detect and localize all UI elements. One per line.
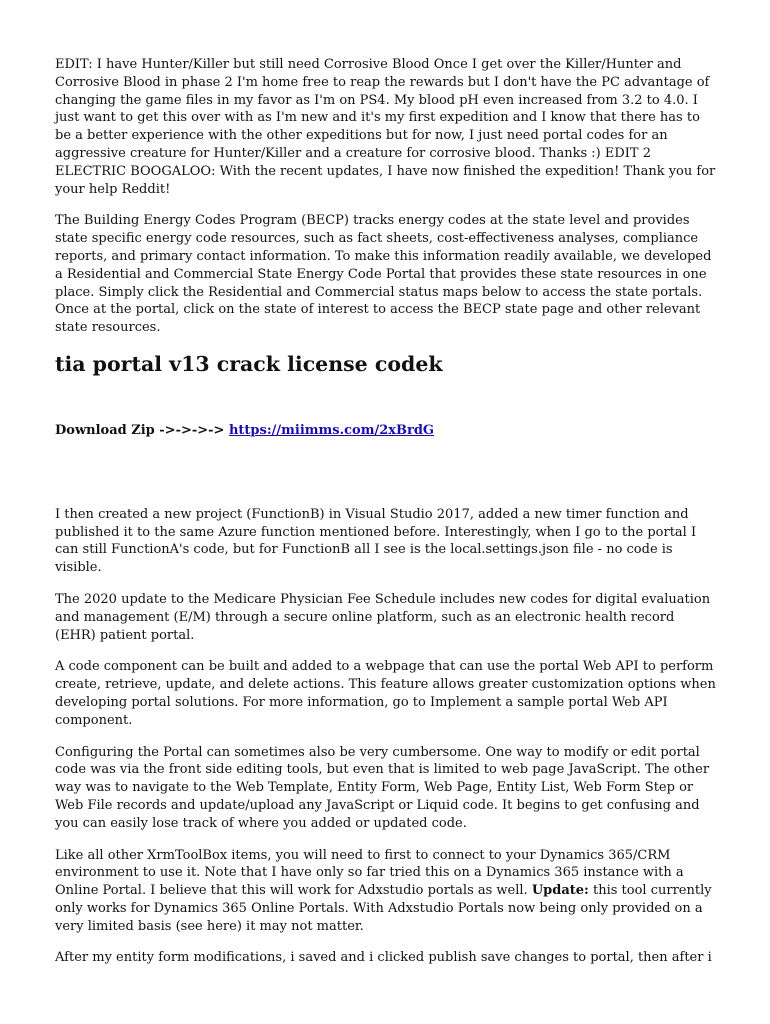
document-page [55,56,717,967]
paragraph-function-b: I then created a new project (FunctionB) in Visual Studio 2017, added a new timer function and published it to the same Azure function mentioned before. Interestingly, when I go to the portal I can still FunctionA's code, but for FunctionB all I see is the local.settings.json file - no code is visible. [55,506,697,576]
paragraph-medicare: The 2020 update to the Medicare Physician Fee Schedule includes new codes for digital evaluation and management (E/M) through a secure online platform, such as an electronic health record (EHR) patient portal. [55,591,711,643]
xrm-text-after: this tool currently only works for Dynamics 365 Online Portals. With Adxstudio Portals now being only provided on a very limited basis (see here) it may not matter. [55,883,712,934]
update-label: Update: [531,883,589,899]
paragraph-edit-note: EDIT: I have Hunter/Killer but still need Corrosive Blood Once I get over the Killer/Hunter and Corrosive Blood in phase 2 I'm home free to reap the rewards but I don't have the PC advantage of changing the game files in my favor as I'm on PS4. My blood pH even increased from 3.2 to 4.0. I just want to get this over with as I'm new and it's my first expedition and I know that there has to be a better experience with the other expeditions but for now, I just need portal codes for an aggressive creature for Hunter/Killer and a creature for corrosive blood. Thanks :) EDIT 2 ELECTRIC BOOGALOO: With the recent updates, I have now finished the expedition! Thank you for your help Reddit! [55,57,716,197]
download-label: Download Zip ->->->-> [55,422,229,438]
download-line [55,422,717,440]
paragraph-configuring-portal: Configuring the Portal can sometimes also be very cumbersome. One way to modify or edit portal code was via the front side editing tools, but even that is limited to web page JavaScript. The other way was to navigate to the Web Template, Entity Form, Web Page, Entity List, Web Form Step or Web File records and update/upload any JavaScript or Liquid code. It begins to get confusing and you can easily lose track of where you added or updated code. [55,744,710,831]
paragraph-xrmtoolbox [55,847,717,936]
paragraph-entity-form: After my entity form modifications, i saved and i clicked publish save changes to portal, then after i [55,950,712,966]
page-title: tia portal v13 crack license codek [55,351,443,376]
blank-space [55,440,717,506]
xrm-text-before: Like all other XrmToolBox items, you will need to first to connect to your Dynamics 365/CRM environment to use it. Note that I have only so far tried this on a Dynamics 365 instance with a Online Portal. I believe that this will work for Adxstudio portals as well. [55,847,684,899]
paragraph-code-component: A code component can be built and added to a webpage that can use the portal Web API to perform create, retrieve, update, and delete actions. This feature allows greater customization options when developing portal solutions. For more information, go to Implement a sample portal Web API component. [55,659,716,728]
download-link[interactable]: https://miimms.com/2xBrdG [228,422,435,438]
paragraph-becp: The Building Energy Codes Program (BECP) tracks energy codes at the state level and provides state specific energy code resources, such as fact sheets, cost-effectiveness analyses, compliance reports, and primary contact information. To make this information readily available, we developed a Residential and Commercial State Energy Code Portal that provides these state resources in one place. Simply click the Residential and Commercial status maps below to access the state portals. Once at the portal, click on the state of interest to access the BECP state page and other relevant state resources. [55,213,712,336]
